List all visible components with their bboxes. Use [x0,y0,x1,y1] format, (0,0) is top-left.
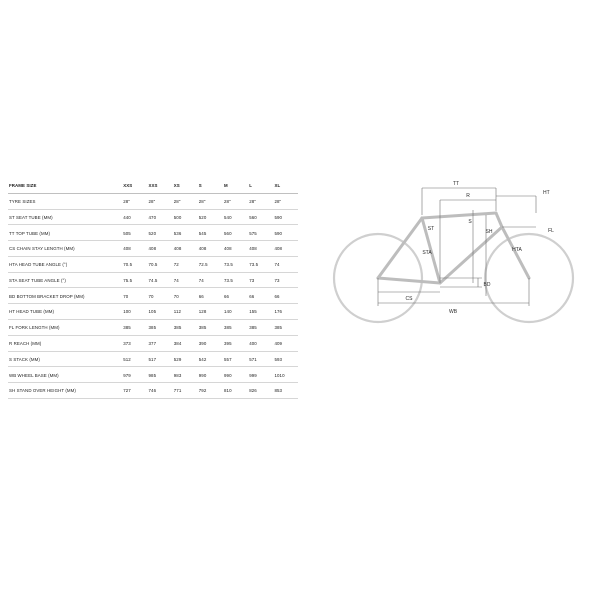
table-row [8,288,298,304]
label-r: R [466,193,470,199]
column-header-size-3: S [197,178,222,193]
cell: 542 [197,351,222,367]
cell: 520 [197,209,222,225]
cell: 73.5 [247,256,272,272]
cell: 70 [121,288,146,304]
cell: 990 [197,367,222,383]
cell: 155 [247,304,272,320]
row-label: WB WHEEL BASE (MM) [8,367,121,383]
cell: 74.5 [147,272,172,288]
table-row [8,367,298,383]
cell: 990 [222,367,247,383]
column-header-size-5: L [247,178,272,193]
cell: 70.5 [121,256,146,272]
cell: 557 [222,351,247,367]
cell: 575 [247,225,272,241]
table-row [8,335,298,351]
chain-stay [378,278,440,283]
label-ht: HT [543,190,550,196]
column-header-size-6: XL [272,178,298,193]
row-label: R REACH (MM) [8,335,121,351]
cell: 979 [121,367,146,383]
cell: 128 [197,304,222,320]
label-tt: TT [452,181,460,187]
label-hta: HTA [512,247,522,253]
cell: 545 [197,225,222,241]
cell: 28" [172,193,197,209]
cell: 440 [121,209,146,225]
cell: 66 [272,288,298,304]
top-tube [422,213,496,218]
cell: 74 [172,272,197,288]
cell: 590 [272,209,298,225]
cell: 470 [147,209,172,225]
table-row [8,272,298,288]
cell: 746 [147,383,172,399]
table-row [8,209,298,225]
cell: 409 [272,335,298,351]
table-row [8,351,298,367]
cell: 28" [197,193,222,209]
row-label: ST SEAT TUBE (MM) [8,209,121,225]
cell: 390 [197,335,222,351]
cell: 28" [222,193,247,209]
cell: 385 [272,320,298,336]
cell: 140 [222,304,247,320]
cell: 70.5 [147,256,172,272]
frame-geometry-table [8,178,298,399]
cell: 999 [247,367,272,383]
label-fl: FL [548,228,554,234]
cell: 74 [197,272,222,288]
cell: 593 [272,351,298,367]
column-header-frame-size: FRAME SIZE [8,178,121,193]
label-bd: BD [483,282,491,288]
row-label: HTA HEAD TUBE ANGLE (°) [8,256,121,272]
cell: 520 [147,225,172,241]
cell: 72.5 [197,256,222,272]
cell: 560 [222,225,247,241]
cell: 395 [222,335,247,351]
cell: 408 [172,241,197,257]
cell: 28" [247,193,272,209]
row-label: TT TOP TUBE (MM) [8,225,121,241]
table-row [8,193,298,209]
cell: 28" [272,193,298,209]
cell: 66 [197,288,222,304]
column-header-size-0: XXS [121,178,146,193]
table-row [8,241,298,257]
label-wb: WB [448,309,458,315]
cell: 70 [172,288,197,304]
cell: 112 [172,304,197,320]
cell: 540 [222,209,247,225]
cell: 73.5 [222,272,247,288]
cell: 73 [272,272,298,288]
column-header-size-4: M [222,178,247,193]
cell: 66 [247,288,272,304]
table-row [8,320,298,336]
row-label: BD BOTTOM BRACKET DROP (MM) [8,288,121,304]
cell: 385 [147,320,172,336]
cell: 826 [247,383,272,399]
cell: 529 [172,351,197,367]
label-st: ST [427,226,435,232]
cell: 727 [121,383,146,399]
cell: 810 [222,383,247,399]
cell: 400 [247,335,272,351]
row-label: TYRE SIZES [8,193,121,209]
label-sta: STA [422,250,432,256]
cell: 385 [197,320,222,336]
cell: 985 [147,367,172,383]
cell: 28" [121,193,146,209]
cell: 408 [121,241,146,257]
cell: 72 [172,256,197,272]
cell: 408 [197,241,222,257]
cell: 771 [172,383,197,399]
cell: 560 [247,209,272,225]
cell: 385 [247,320,272,336]
cell: 73.5 [222,256,247,272]
row-label: FL FORK LENGTH (MM) [8,320,121,336]
cell: 385 [222,320,247,336]
column-header-size-1: XXS [147,178,172,193]
cell: 408 [272,241,298,257]
table-row [8,304,298,320]
table-head [8,178,298,193]
cell: 384 [172,335,197,351]
cell: 385 [121,320,146,336]
cell: 100 [121,304,146,320]
cell: 70 [147,288,172,304]
cell: 105 [147,304,172,320]
row-label: HT HEAD TUBE (MM) [8,304,121,320]
seat-stay [378,218,422,278]
cell: 517 [147,351,172,367]
cell: 590 [272,225,298,241]
head-tube [496,213,502,227]
cell: 377 [147,335,172,351]
row-label: S STACK (MM) [8,351,121,367]
cell: 571 [247,351,272,367]
cell: 74 [272,256,298,272]
label-cs: CS [405,296,413,302]
cell: 75.5 [121,272,146,288]
table-row [8,256,298,272]
frame-group [378,213,529,283]
cell: 792 [197,383,222,399]
cell: 66 [222,288,247,304]
cell: 505 [121,225,146,241]
label-sh: SH [485,229,493,235]
cell: 512 [121,351,146,367]
cell: 73 [247,272,272,288]
cell: 373 [121,335,146,351]
bike-geometry-diagram [330,170,592,330]
cell: 385 [172,320,197,336]
row-label: CS CHAIN STAY LENGTH (MM) [8,241,121,257]
cell: 408 [247,241,272,257]
cell: 28" [147,193,172,209]
cell: 176 [272,304,298,320]
row-label: SH STAND OVER HEIGHT (MM) [8,383,121,399]
cell: 853 [272,383,298,399]
cell: 408 [222,241,247,257]
cell: 408 [147,241,172,257]
table-row [8,225,298,241]
table-row [8,383,298,399]
column-header-size-2: XS [172,178,197,193]
cell: 536 [172,225,197,241]
label-s: S [468,219,472,225]
table-header-row [8,178,298,193]
cell: 1010 [272,367,298,383]
cell: 500 [172,209,197,225]
row-label: STA SEAT TUBE ANGLE (°) [8,272,121,288]
table-body [8,193,298,398]
cell: 983 [172,367,197,383]
